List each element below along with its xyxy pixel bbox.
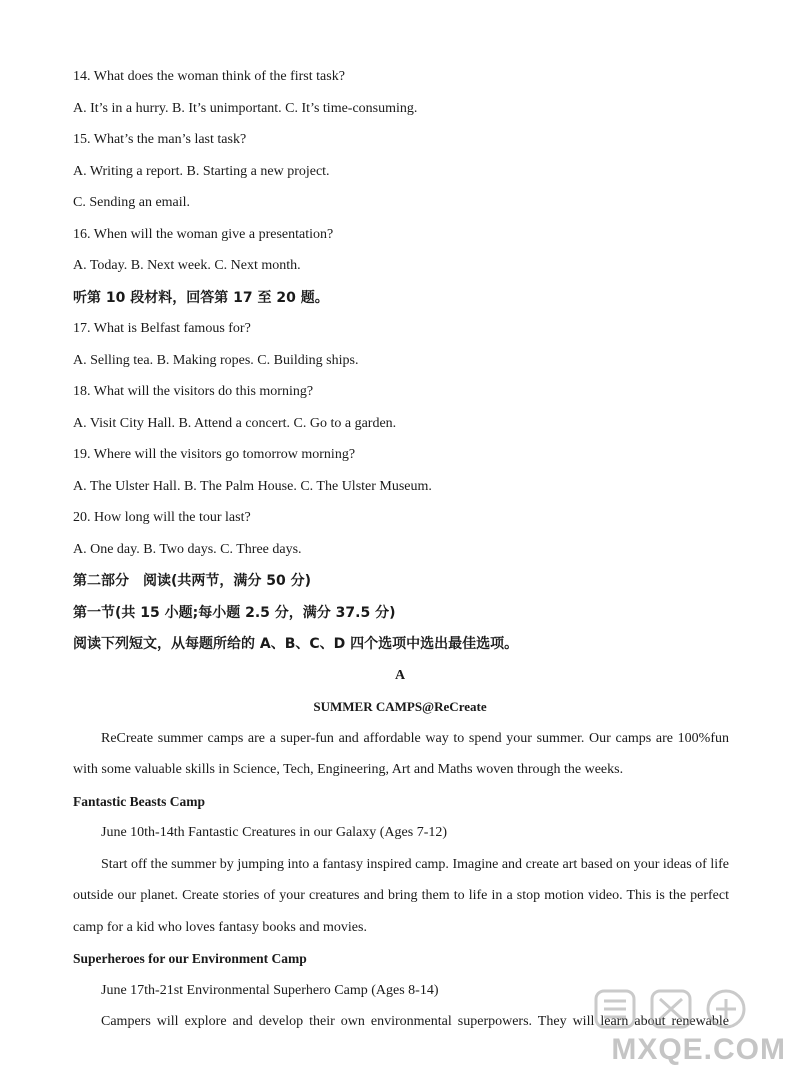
camp-1-title: Fantastic Beasts Camp — [73, 794, 205, 809]
question-20: 20. How long will the tour last? — [73, 510, 251, 525]
watermark-logo-icon — [576, 987, 776, 1031]
part-2-heading: 第二部分 阅读(共两节，满分 50 分) — [73, 573, 312, 589]
camp-1-date: June 10th-14th Fantastic Creatures in our Galaxy (Ages 7-12) — [101, 825, 448, 840]
question-16-options: A. Today. B. Next week. C. Next month. — [73, 258, 301, 273]
passage-title: SUMMER CAMPS@ReCreate — [313, 699, 487, 714]
section-10-heading: 听第 10 段材料，回答第 17 至 20 题。 — [73, 290, 329, 306]
question-15: 15. What’s the man’s last task? — [73, 132, 247, 147]
passage-letter: A — [394, 668, 406, 683]
reading-instruction: 阅读下列短文，从每题所给的 A、B、C、D 四个选项中选出最佳选项。 — [73, 636, 519, 652]
passage-paragraph-1b: with some valuable skills in Science, Tech, Engineering, Art and Maths woven through the weeks. — [73, 762, 624, 777]
question-15-options-ab: A. Writing a report. B. Starting a new project. — [73, 164, 330, 179]
camp-1-paragraph-line-2: outside our planet. Create stories of your creatures and bring them to life in a stop motion video. This is the perfect — [73, 888, 729, 903]
question-14-options: A. It’s in a hurry. B. It’s unimportant. C. It’s time-consuming. — [73, 101, 418, 116]
question-18-options: A. Visit City Hall. B. Attend a concert. C. Go to a garden. — [73, 416, 397, 431]
camp-2-paragraph-line-1: Campers will explore and develop their own environmental superpowers. They will learn about renewable — [101, 1014, 729, 1029]
site-watermark — [556, 987, 786, 1067]
question-18: 18. What will the visitors do this morning? — [73, 384, 314, 399]
section-1-heading: 第一节(共 15 小题;每小题 2.5 分，满分 37.5 分) — [73, 605, 396, 621]
question-17-options: A. Selling tea. B. Making ropes. C. Building ships. — [73, 353, 359, 368]
passage-paragraph-1a: ReCreate summer camps are a super-fun and affordable way to spend your summer. Our camps are 100%fun — [101, 731, 729, 746]
camp-2-title: Superheroes for our Environment Camp — [73, 951, 307, 966]
camp-1-paragraph-line-3: camp for a kid who loves fantasy books and movies. — [73, 920, 367, 935]
question-17: 17. What is Belfast famous for? — [73, 321, 251, 336]
question-19-options: A. The Ulster Hall. B. The Palm House. C. The Ulster Museum. — [73, 479, 432, 494]
question-20-options: A. One day. B. Two days. C. Three days. — [73, 542, 302, 557]
camp-1-paragraph-line-1: Start off the summer by jumping into a fantasy inspired camp. Imagine and create art based on your ideas of life — [101, 857, 729, 872]
question-15-option-c: C. Sending an email. — [73, 195, 191, 210]
question-14: 14. What does the woman think of the first task? — [73, 69, 345, 84]
watermark-text: MXQE.COM — [611, 1033, 786, 1066]
question-19: 19. Where will the visitors go tomorrow morning? — [73, 447, 356, 462]
camp-2-date: June 17th-21st Environmental Superhero Camp (Ages 8-14) — [101, 983, 439, 998]
question-16: 16. When will the woman give a presentation? — [73, 227, 334, 242]
